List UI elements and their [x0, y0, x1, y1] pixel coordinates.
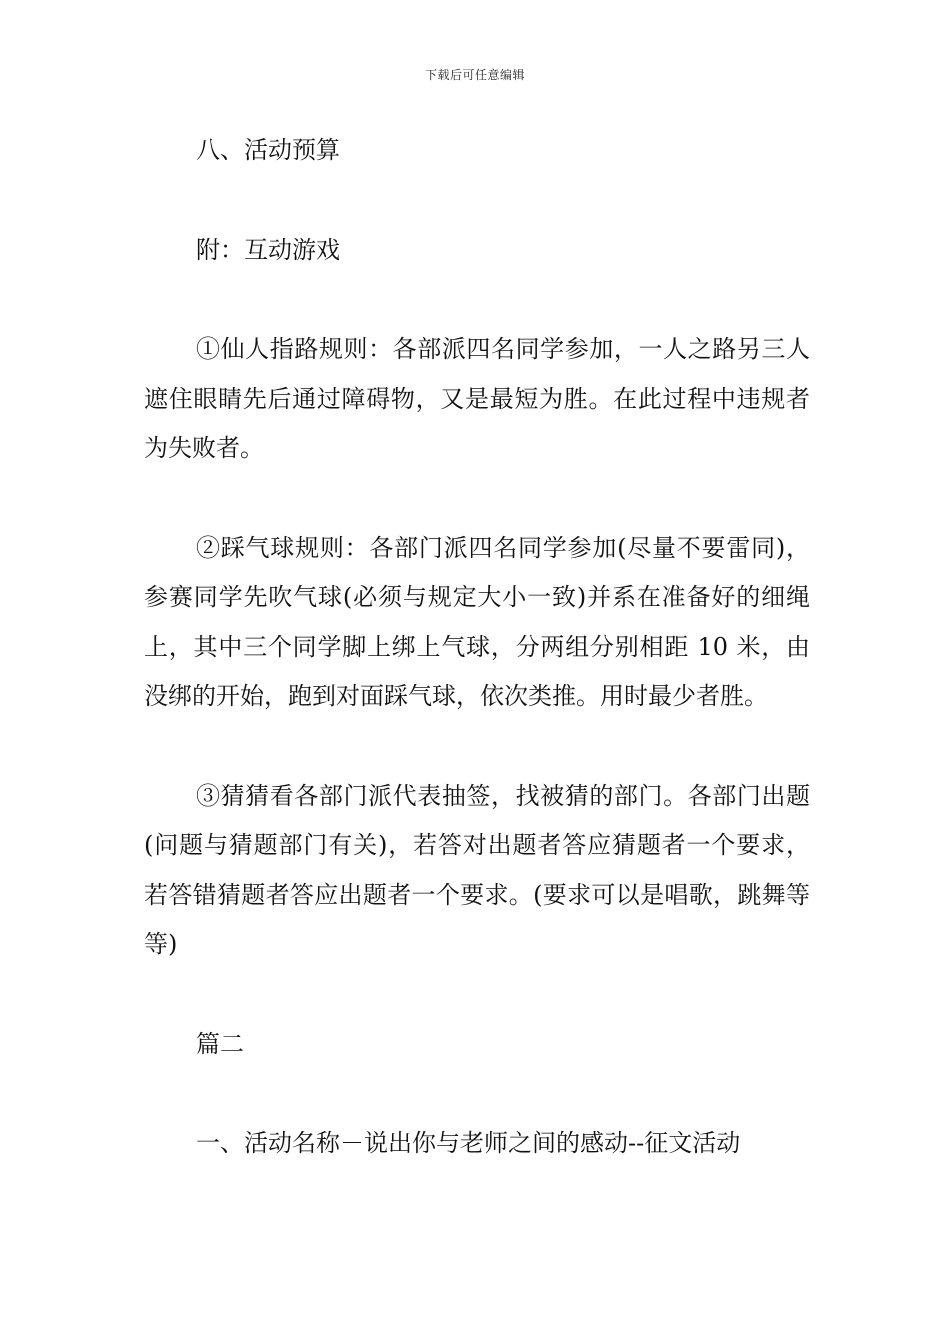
appendix-heading-games: 附：互动游戏 [196, 235, 340, 264]
part-heading-two: 篇二 [196, 1029, 244, 1058]
section-heading-budget: 八、活动预算 [196, 136, 340, 164]
section-heading-activity-name: 一、活动名称－说出你与老师之间的感动--征文活动 [196, 1129, 741, 1157]
paragraph-game-1: ①仙人指路规则：各部派四名同学参加，一人之路另三人遮住眼睛先后通过障碍物，又是最短为胜。在此过程中违规者为失败者。 [144, 335, 810, 462]
paragraph-game-3: ③猜猜看各部门派代表抽签，找被猜的部门。各部门出题(问题与猜题部门有关)，若答对出题者答应猜题者一个要求，若答错猜题者答应出题者一个要求。(要求可以是唱歌，跳舞等等) [144, 781, 810, 958]
document-body [144, 126, 810, 1219]
header-note: 下载后可任意编辑 [424, 68, 525, 82]
paragraph-game-2: ②踩气球规则：各部门派四名同学参加(尽量不要雷同)，参赛同学先吹气球(必须与规定大小一致)并系在准备好的细绳上，其中三个同学脚上绑上气球，分两组分别相距 10 米，由没绑的开始，跑到对面踩气球，依次类推。用时最少者胜。 [144, 533, 810, 710]
